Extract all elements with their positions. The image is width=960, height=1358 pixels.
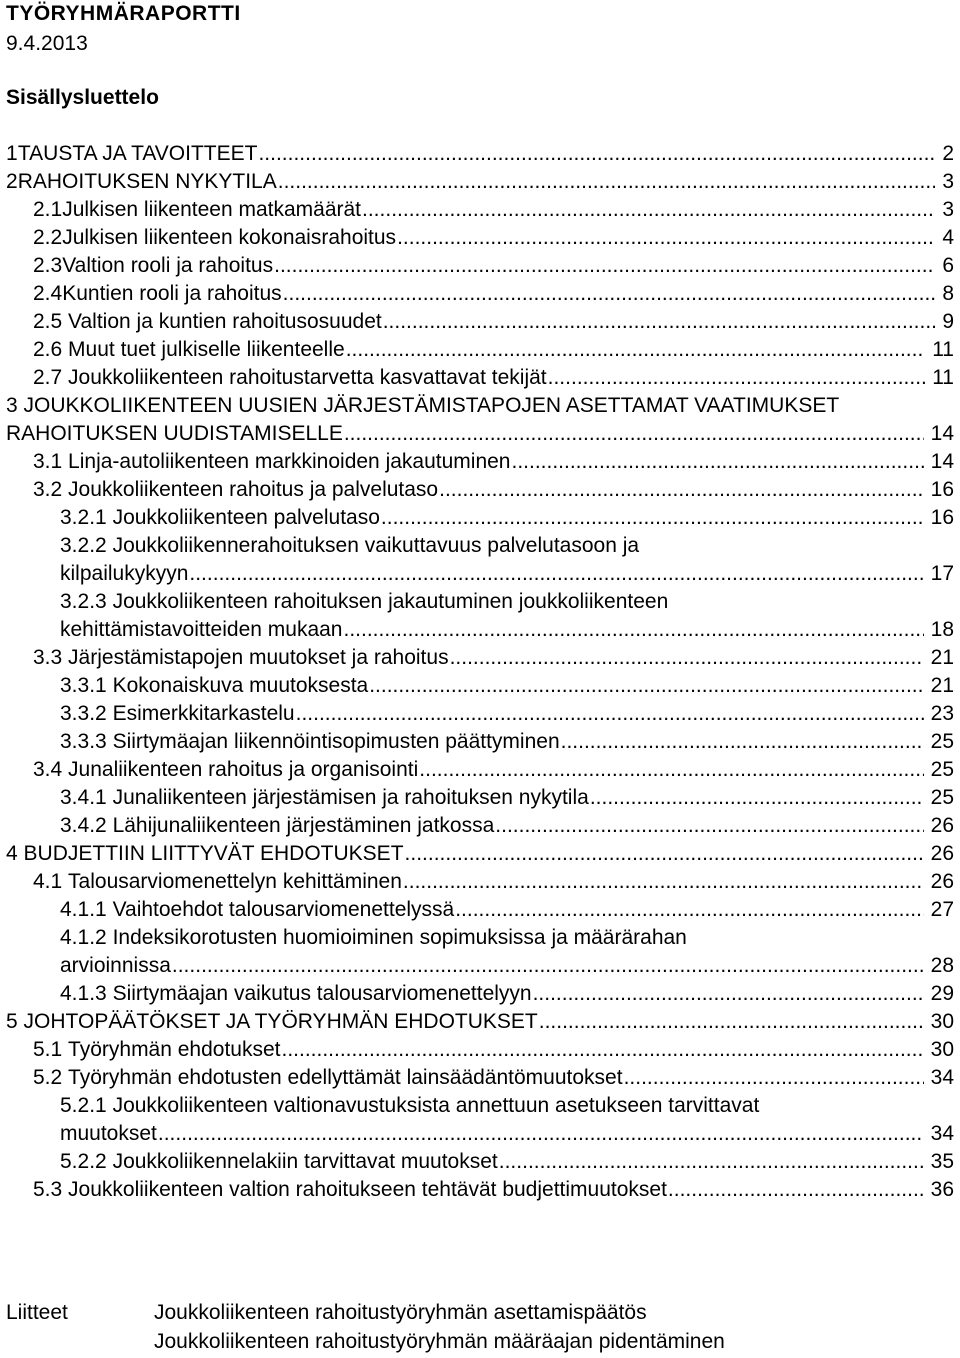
toc-leader-dots [344, 616, 924, 644]
toc-page-number: 27 [930, 898, 954, 921]
toc-entry-number: 3.1 [33, 450, 63, 473]
attachments-list [154, 1298, 725, 1356]
toc-entry-title: Joukkoliikennelakiin tarvittavat muutokset [112, 1150, 498, 1173]
toc-entry-title: Työryhmän ehdotukset [68, 1038, 281, 1061]
toc-entry[interactable] [0, 252, 960, 280]
toc-entry-title: Lähijunaliikenteen järjestäminen jatkossa [112, 814, 495, 837]
toc-page-number: 26 [930, 814, 954, 837]
toc-page-number: 16 [930, 478, 954, 501]
toc-entry[interactable] [0, 308, 960, 336]
toc-leader-dots [258, 140, 935, 168]
toc-entry[interactable] [0, 336, 960, 364]
toc-page-number: 25 [930, 786, 954, 809]
toc-leader-dots [419, 756, 924, 784]
toc-entry-title: muutokset [60, 1122, 157, 1145]
toc-leader-dots [369, 672, 924, 700]
toc-entry[interactable] [0, 224, 960, 252]
toc-entry[interactable] [0, 588, 960, 644]
toc-page-number: 26 [930, 870, 954, 893]
toc-entry[interactable] [0, 700, 960, 728]
toc-leader-dots [274, 252, 935, 280]
toc-leader-dots [511, 448, 923, 476]
toc-leader-dots [450, 644, 924, 672]
table-of-contents [0, 140, 960, 1204]
toc-leader-dots [282, 1036, 924, 1064]
toc-entry-title: TAUSTA JA TAVOITTEET [17, 142, 258, 165]
toc-entry-title: Talousarviomenettelyn kehittäminen [68, 870, 402, 893]
toc-entry[interactable] [0, 728, 960, 756]
toc-entry-title: Esimerkkitarkastelu [112, 702, 295, 725]
toc-entry-title: Indeksikorotusten huomioiminen sopimuksissa ja määrärahan [112, 926, 687, 949]
toc-entry-title: Julkisen liikenteen matkamäärät [62, 198, 362, 221]
document-title: TYÖRYHMÄRAPORTTI [6, 2, 241, 25]
toc-entry-number: 2.4 [33, 282, 63, 305]
toc-entry-title: kehittämistavoitteiden mukaan [60, 618, 343, 641]
toc-entry-number: 3.2.3 [60, 590, 107, 613]
toc-entry-number: 3.4 [33, 758, 63, 781]
toc-entry-title: Joukkoliikenteen rahoituksen jakautuminen joukkoliikenteen [112, 590, 669, 613]
toc-entry-title: Muut tuet julkiselle liikenteelle [68, 338, 345, 361]
toc-page-number: 6 [942, 254, 954, 277]
toc-leader-dots [362, 196, 935, 224]
toc-page-number: 25 [930, 758, 954, 781]
toc-page-number: 25 [930, 730, 954, 753]
toc-entry-number: 5.3 [33, 1178, 63, 1201]
toc-entry-number: 2.2 [33, 226, 63, 249]
toc-entry[interactable] [0, 812, 960, 840]
attachment-item: Joukkoliikenteen rahoitustyöryhmän asettamispäätös [154, 1301, 647, 1324]
toc-entry[interactable] [0, 1092, 960, 1148]
toc-entry-number: 5.2 [33, 1066, 63, 1089]
toc-entry-number: 5.2.2 [60, 1150, 107, 1173]
toc-entry-number: 5.2.1 [60, 1094, 107, 1117]
toc-leader-dots [158, 1120, 924, 1148]
toc-leader-dots [172, 952, 924, 980]
toc-entry-title: Joukkoliikenteen rahoitus ja palvelutaso [68, 478, 439, 501]
toc-leader-dots [499, 1148, 924, 1176]
toc-entry-title: Kokonaiskuva muutoksesta [112, 674, 369, 697]
toc-leader-dots [439, 476, 924, 504]
toc-leader-dots [189, 560, 923, 588]
toc-entry-title: JOHTOPÄÄTÖKSET JA TYÖRYHMÄN EHDOTUKSET [23, 1010, 538, 1033]
toc-page-number: 36 [930, 1178, 954, 1201]
toc-entry-title: Joukkoliikenteen valtionavustuksista annettuun asetukseen tarvittavat [112, 1094, 760, 1117]
toc-entry-title: Valtion ja kuntien rahoitusosuudet [68, 310, 382, 333]
toc-leader-dots [403, 868, 924, 896]
toc-entry-number: 5 [6, 1010, 18, 1033]
toc-entry-number: 4.1.3 [60, 982, 107, 1005]
toc-leader-dots [455, 896, 924, 924]
toc-entry-number: 4.1.2 [60, 926, 107, 949]
toc-page-number: 34 [930, 1122, 954, 1145]
toc-entry[interactable] [0, 140, 960, 168]
toc-leader-dots [539, 1008, 924, 1036]
toc-entry-number: 2.3 [33, 254, 63, 277]
toc-page-number: 30 [930, 1038, 954, 1061]
toc-page-number: 8 [942, 282, 954, 305]
toc-leader-dots [381, 504, 924, 532]
toc-page-number: 16 [930, 506, 954, 529]
toc-entry-title: Julkisen liikenteen kokonaisrahoitus [62, 226, 397, 249]
toc-entry-number: 4.1.1 [60, 898, 107, 921]
toc-leader-dots [278, 168, 936, 196]
toc-page-number: 3 [942, 170, 954, 193]
toc-entry-title: Joukkoliikenteen palvelutaso [112, 506, 380, 529]
toc-entry-title: Järjestämistapojen muutokset ja rahoitus [68, 646, 449, 669]
toc-entry-number: 3 [6, 394, 18, 417]
toc-leader-dots [561, 728, 924, 756]
toc-leader-dots [405, 840, 924, 868]
toc-entry-title: JOUKKOLIIKENTEEN UUSIEN JÄRJESTÄMISTAPOJEN ASETTAMAT VAATIMUKSET [23, 394, 840, 417]
toc-entry-title: Valtion rooli ja rahoitus [62, 254, 274, 277]
toc-entry-number: 5.1 [33, 1038, 63, 1061]
toc-page-number: 21 [930, 646, 954, 669]
toc-entry-number: 2 [6, 170, 18, 193]
toc-page-number: 3 [942, 198, 954, 221]
toc-entry-title: Linja-autoliikenteen markkinoiden jakautuminen [68, 450, 511, 473]
toc-entry[interactable] [0, 1148, 960, 1176]
toc-entry-title: Siirtymäajan liikennöintisopimusten päättyminen [112, 730, 560, 753]
toc-page-number: 14 [930, 422, 954, 445]
toc-entry[interactable] [0, 1064, 960, 1092]
toc-entry-title: Junaliikenteen rahoitus ja organisointi [68, 758, 419, 781]
toc-entry[interactable] [0, 504, 960, 532]
toc-entry-number: 2.5 [33, 310, 63, 333]
document-date: 9.4.2013 [6, 32, 88, 55]
toc-leader-dots [397, 224, 935, 252]
toc-entry-title: Junaliikenteen järjestämisen ja rahoituksen nykytila [112, 786, 589, 809]
toc-leader-dots [495, 812, 924, 840]
toc-page-number: 23 [930, 702, 954, 725]
toc-leader-dots [344, 420, 924, 448]
toc-entry-number: 3.4.1 [60, 786, 107, 809]
toc-entry[interactable] [0, 896, 960, 924]
toc-page-number: 26 [930, 842, 954, 865]
toc-entry-title: arvioinnissa [60, 954, 171, 977]
toc-entry[interactable] [0, 784, 960, 812]
toc-leader-dots [296, 700, 924, 728]
toc-leader-dots [283, 280, 936, 308]
toc-entry[interactable] [0, 448, 960, 476]
toc-entry[interactable] [0, 280, 960, 308]
toc-page-number: 34 [930, 1066, 954, 1089]
toc-entry-number: 3.3.3 [60, 730, 107, 753]
toc-page-number: 17 [930, 562, 954, 585]
toc-entry-title: Joukkoliikenteen valtion rahoitukseen tehtävät budjettimuutokset [68, 1178, 667, 1201]
toc-entry[interactable] [0, 532, 960, 588]
toc-entry-number: 3.2 [33, 478, 63, 501]
toc-page-number: 11 [932, 366, 954, 389]
toc-page-number: 30 [930, 1010, 954, 1033]
toc-entry-title: Työryhmän ehdotusten edellyttämät lainsäädäntömuutokset [68, 1066, 623, 1089]
toc-entry[interactable] [0, 924, 960, 980]
toc-entry[interactable] [0, 364, 960, 392]
toc-entry-number: 2.1 [33, 198, 63, 221]
toc-page-number: 2 [942, 142, 954, 165]
toc-leader-dots [533, 980, 924, 1008]
toc-entry-number: 3.2.1 [60, 506, 107, 529]
toc-leader-dots [590, 784, 924, 812]
toc-entry-number: 3.3.2 [60, 702, 107, 725]
toc-entry-title: kilpailukykyyn [60, 562, 189, 585]
toc-entry[interactable] [0, 868, 960, 896]
toc-entry[interactable] [0, 196, 960, 224]
toc-entry-title: Joukkoliikennerahoituksen vaikuttavuus palvelutasoon ja [112, 534, 640, 557]
toc-entry-number: 4.1 [33, 870, 63, 893]
toc-entry[interactable] [0, 672, 960, 700]
toc-entry-title: Siirtymäajan vaikutus talousarviomenettelyyn [112, 982, 532, 1005]
toc-entry-number: 2.6 [33, 338, 63, 361]
toc-entry-title: RAHOITUKSEN UUDISTAMISELLE [6, 422, 343, 445]
toc-page-number: 18 [930, 618, 954, 641]
toc-entry-number: 1 [6, 142, 18, 165]
toc-entry-title: BUDJETTIIN LIITTYVÄT EHDOTUKSET [23, 842, 404, 865]
toc-entry[interactable] [0, 644, 960, 672]
toc-entry[interactable] [0, 980, 960, 1008]
toc-entry-number: 3.3.1 [60, 674, 107, 697]
toc-entry[interactable] [0, 1176, 960, 1204]
attachments-label: Liitteet [6, 1301, 68, 1324]
toc-entry-title: Vaihtoehdot talousarviomenettelyssä [112, 898, 455, 921]
toc-entry[interactable] [0, 1036, 960, 1064]
toc-entry-title: RAHOITUKSEN NYKYTILA [17, 170, 277, 193]
toc-entry[interactable] [0, 840, 960, 868]
toc-leader-dots [624, 1064, 924, 1092]
toc-entry-number: 3.2.2 [60, 534, 107, 557]
toc-heading: Sisällysluettelo [6, 86, 159, 109]
toc-entry[interactable] [0, 476, 960, 504]
toc-entry[interactable] [0, 756, 960, 784]
toc-page-number: 14 [930, 450, 954, 473]
toc-entry[interactable] [0, 1008, 960, 1036]
toc-leader-dots [383, 308, 936, 336]
toc-entry-number: 3.4.2 [60, 814, 107, 837]
toc-page-number: 9 [942, 310, 954, 333]
toc-leader-dots [668, 1176, 924, 1204]
toc-entry-number: 3.3 [33, 646, 63, 669]
toc-page-number: 29 [930, 982, 954, 1005]
toc-page-number: 4 [942, 226, 954, 249]
toc-page-number: 11 [932, 338, 954, 361]
toc-entry[interactable] [0, 168, 960, 196]
toc-entry-title: Joukkoliikenteen rahoitustarvetta kasvattavat tekijät [68, 366, 547, 389]
toc-page-number: 35 [930, 1150, 954, 1173]
toc-page-number: 28 [930, 954, 954, 977]
toc-entry-number: 2.7 [33, 366, 63, 389]
toc-entry[interactable] [0, 392, 960, 448]
toc-leader-dots [548, 364, 926, 392]
toc-leader-dots [346, 336, 926, 364]
toc-entry-title: Kuntien rooli ja rahoitus [62, 282, 282, 305]
attachment-item: Joukkoliikenteen rahoitustyöryhmän määräajan pidentäminen [154, 1330, 725, 1353]
toc-entry-number: 4 [6, 842, 18, 865]
toc-page-number: 21 [930, 674, 954, 697]
